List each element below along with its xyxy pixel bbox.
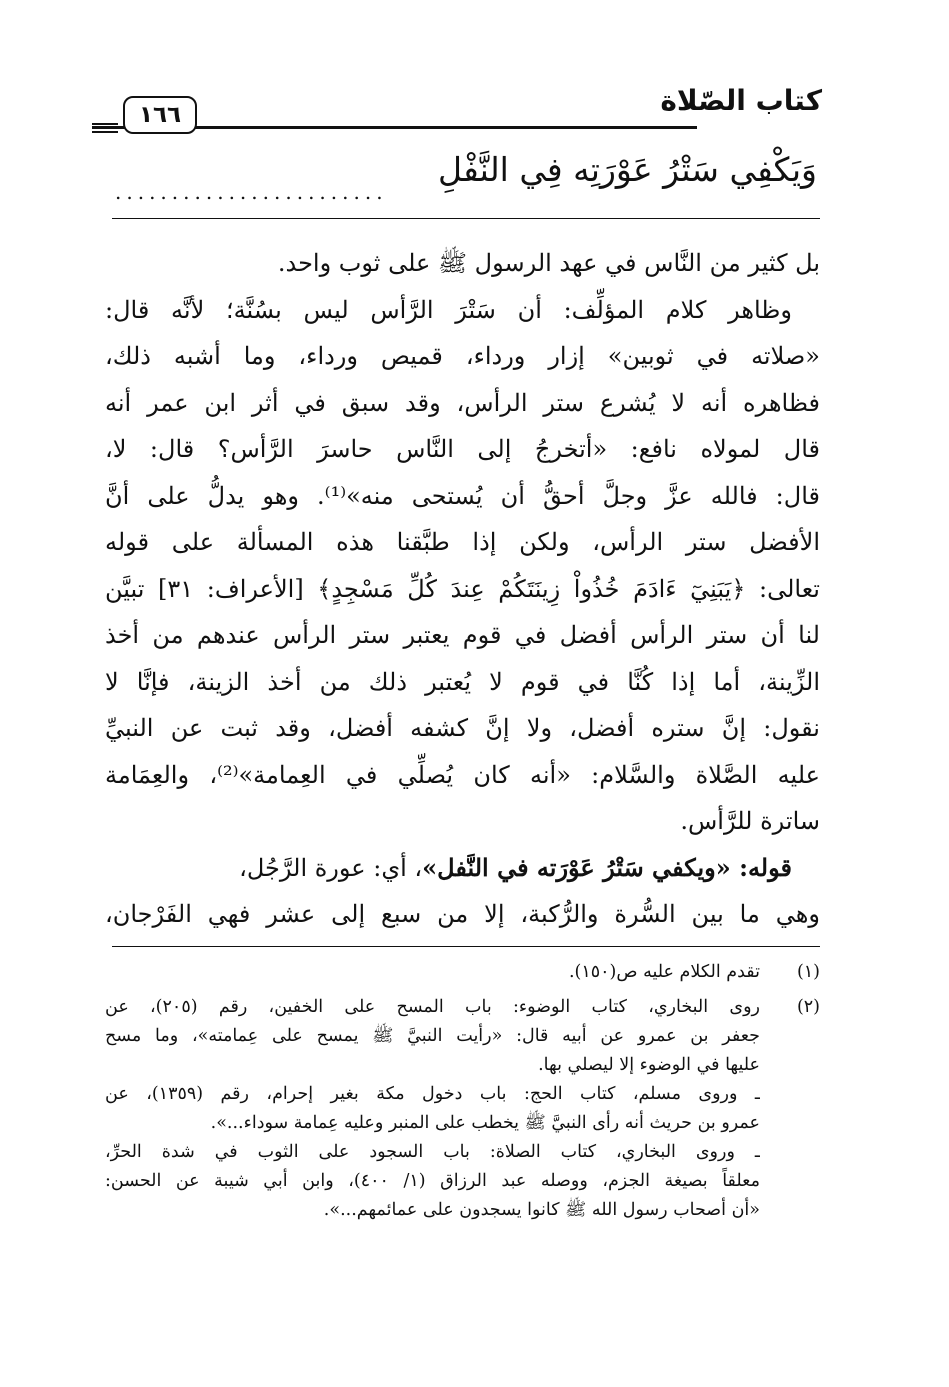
body-line [105, 845, 820, 892]
footnote-separator [112, 946, 820, 947]
body-line: لنا أن ستر الرأس أفضل في قوم يعتبر ستر الرأس عندهم من أخذ [105, 621, 820, 649]
body-line: «صلاته في ثوبين» إزار ورداء، قميص ورداء، وما أشبه ذلك، [105, 342, 820, 370]
quran-verse-line: تعالى: ﴿يَبَنِيٓ ءَادَمَ خُذُواْ زِينَتَكُمْ عِندَ كُلِّ مَسْجِدٍ﴾ [الأعراف: ٣١] تبيَّن [105, 574, 820, 603]
footnotes [105, 958, 820, 1225]
footnote-line: تقدم الكلام عليه ص(١٥٠). [568, 962, 760, 982]
footnote-line: عليها في الوضوء إلا ليصلي بها. [538, 1055, 760, 1075]
body-line: ساترة للرَّأس. [680, 807, 820, 835]
commentary-text: ، أي: عورة الرَّجُل، [239, 853, 423, 882]
footnote-number: (١) [796, 962, 820, 982]
body-line: قال لمولاه نافع: «أتخرجُ إلى النَّاس حاسرَ الرَّأس؟ قال: لا، [105, 435, 820, 463]
heading-dots: ........................ [115, 180, 388, 204]
footnote-line: روى البخاري، كتاب الوضوء: باب المسح على الخفين، رقم (٢٠٥)، عن [105, 997, 760, 1017]
section-heading: وَيَكْفِي سَتْرُ عَوْرَتِه فِي النَّفْلِ [437, 150, 817, 189]
body-line: نقول: إنَّ ستره أفضل، ولا إنَّ كشفه أفضل، وقد ثبت عن النبيِّ [105, 714, 820, 742]
footnote-line: جعفر بن عمرو عن أبيه قال: «رأيت النبيَّ ﷺ يمسح على عِمامته»، وما مسح [105, 1026, 760, 1046]
footnote-1 [105, 958, 820, 987]
footnote-line: «أن أصحاب رسول الله ﷺ كانوا يسجدون على عمائمهم...». [323, 1200, 760, 1220]
body-line: الأفضل ستر الرأس، ولكن إذا طبَّقنا هذه المسألة على قوله [105, 528, 820, 556]
commentary-lead: قوله: «ويكفي سَتْرُ عَوْرَته في النَّفل» [422, 852, 792, 882]
footnote-line: معلقاً بصيغة الجزم، ووصله عبد الرزاق (١/ ٤٠٠)، وابن أبي شيبة عن الحسن: [105, 1171, 760, 1191]
footnote-line: عمرو بن حريث أنه رأى النبيَّ ﷺ يخطب على المنبر وعليه عِمامة سوداء...». [210, 1113, 760, 1133]
page-number: ١٦٦ [123, 96, 197, 134]
footnote-2 [105, 993, 820, 1225]
body-line: الزِّينة، أما إذا كُنَّا في قوم لا يُعتبر ذلك من أخذ الزينة، فإنَّا لا [105, 667, 820, 696]
body-line: بل كثير من النَّاس في عهد الرسول ﷺ على ثوب واحد. [277, 249, 820, 277]
body-text [105, 240, 820, 938]
body-line: عليه الصَّلاة والسَّلام: «أنه كان يُصلِّي في العِمامة»⁽²⁾، والعِمَامة [105, 760, 820, 789]
footnote-line: ـ وروى البخاري، كتاب الصلاة: باب السجود على الثوب في شدة الحرِّ، [105, 1142, 760, 1162]
header-rule-short [92, 123, 118, 133]
running-header [92, 84, 822, 134]
footnote-line: ـ وروى مسلم، كتاب الحج: باب دخول مكة بغير إحرام، رقم (١٣٥٩)، عن [105, 1084, 760, 1104]
body-line: قال: فالله عزَّ وجلَّ أحقُّ أن يُستحى منه»⁽¹⁾. وهو يدلُّ على أنَّ [105, 481, 820, 510]
body-line: وظاهر كلام المؤلِّف: أن سَتْرَ الرَّأس ليس بسُنَّة؛ لأنَّه قال: [105, 295, 792, 324]
footnote-number: (٢) [796, 997, 820, 1017]
body-line: فظاهره أنه لا يُشرع ستر الرأس، وقد سبق في أثر ابن عمر أنه [105, 388, 820, 417]
body-line: وهي ما بين السُّرة والرُّكبة، إلا من سبع إلى عشر فهي الفَرْجان، [105, 900, 820, 928]
heading-rule [112, 218, 820, 219]
book-title: كتاب الصّلاة [660, 84, 822, 117]
